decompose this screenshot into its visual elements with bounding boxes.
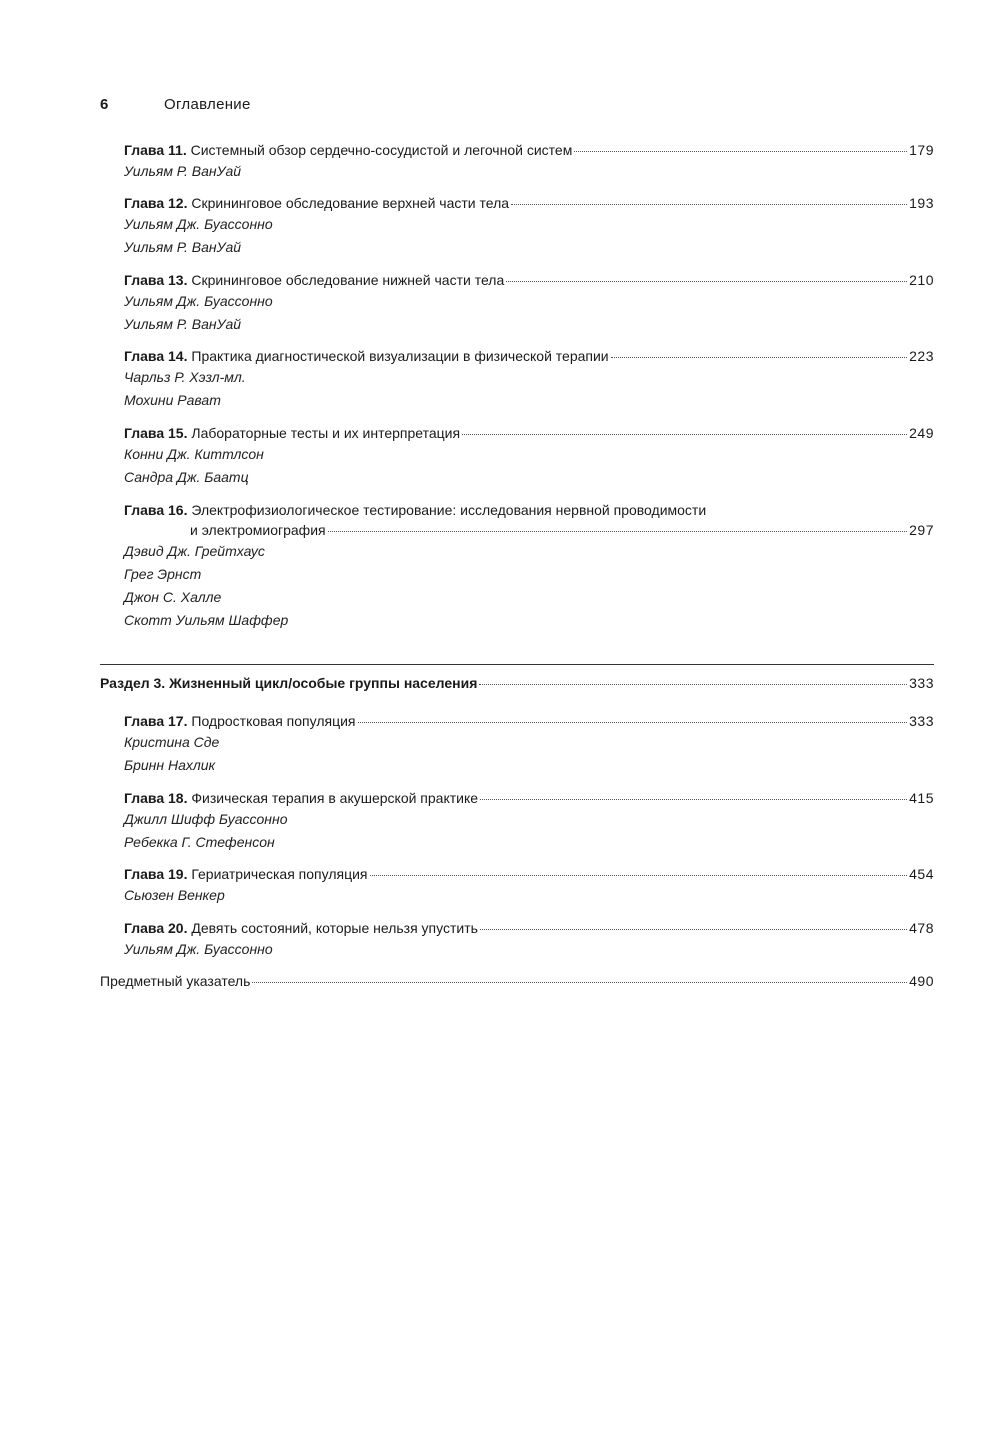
toc-chapter-16[interactable] [124, 500, 934, 632]
chapter-author: Уильям Дж. Буассонно [124, 293, 273, 309]
chapter-title: Скрининговое обследование нижней части тела [191, 272, 505, 288]
chapter-title: Лабораторные тесты и их интерпретация [191, 425, 461, 441]
chapter-title-continuation: и электромиография [190, 522, 326, 538]
chapter-page: 249 [909, 425, 934, 441]
chapter-title: Подростковая популяция [191, 713, 356, 729]
toc-entry-line[interactable] [124, 711, 934, 731]
dot-leader [511, 193, 907, 205]
toc-chapter-14[interactable] [124, 346, 934, 412]
chapter-title: Девять состояний, которые нельзя упустить [191, 920, 478, 936]
chapter-author: Грег Эрнст [124, 566, 202, 582]
toc-section-line[interactable] [100, 673, 934, 693]
chapter-page: 223 [909, 348, 934, 364]
chapter-title: Практика диагностической визуализации в физической терапии [191, 348, 609, 364]
toc-entry-line[interactable] [124, 864, 934, 884]
chapter-author: Джилл Шифф Буассонно [124, 811, 288, 827]
dot-leader [328, 520, 908, 532]
chapter-author: Кристина Сде [124, 734, 220, 750]
toc-chapter-18[interactable] [124, 788, 934, 854]
chapter-author: Уильям Дж. Буассонно [124, 216, 273, 232]
toc-entry-continuation[interactable] [124, 520, 934, 540]
chapter-number: Глава 17. [124, 713, 188, 729]
chapter-author: Бринн Нахлик [124, 757, 216, 773]
page-number: 6 [100, 96, 109, 113]
chapter-page: 210 [909, 272, 934, 288]
section-page: 333 [909, 675, 934, 691]
dot-leader [479, 673, 907, 685]
dot-leader [574, 140, 907, 152]
chapter-title: Физическая терапия в акушерской практике [191, 790, 479, 806]
toc-chapter-19[interactable] [124, 864, 934, 907]
toc-index-line[interactable] [100, 971, 934, 991]
toc-entry-line[interactable] [124, 346, 934, 366]
chapter-author: Дэвид Дж. Грейтхаус [124, 543, 265, 559]
chapter-title: Системный обзор сердечно-сосудистой и легочной систем [190, 142, 573, 158]
chapter-number: Глава 18. [124, 790, 188, 806]
chapter-author: Сандра Дж. Баатц [124, 469, 249, 485]
toc-chapter-17[interactable] [124, 711, 934, 777]
toc-section-3[interactable] [100, 673, 934, 693]
dot-leader [358, 711, 908, 723]
chapter-number: Глава 16. [124, 502, 188, 518]
chapter-page: 333 [909, 713, 934, 729]
chapter-page: 415 [909, 790, 934, 806]
chapter-author: Скотт Уильям Шаффер [124, 612, 289, 628]
chapter-author: Уильям Р. ВанУай [124, 316, 242, 332]
toc-chapter-11[interactable] [124, 140, 934, 183]
chapter-title: Гериатрическая популяция [191, 866, 368, 882]
index-page: 490 [909, 973, 934, 989]
chapter-page: 179 [909, 142, 934, 158]
chapter-author: Чарльз Р. Хэзл-мл. [124, 369, 246, 385]
chapter-title: Электрофизиологическое тестирование: исследования нервной проводимости [191, 502, 707, 518]
chapter-number: Глава 15. [124, 425, 188, 441]
chapter-author: Уильям Р. ВанУай [124, 163, 242, 179]
chapter-author: Мохини Рават [124, 392, 221, 408]
chapter-page: 193 [909, 195, 934, 211]
toc-entry-line[interactable] [124, 500, 934, 520]
chapter-number: Глава 19. [124, 866, 188, 882]
chapter-author: Сьюзен Венкер [124, 887, 225, 903]
toc-entry-line[interactable] [124, 423, 934, 443]
section-divider [100, 664, 934, 665]
toc-entry-line[interactable] [124, 193, 934, 213]
running-head [100, 96, 251, 113]
chapter-number: Глава 20. [124, 920, 188, 936]
chapter-page: 297 [909, 522, 934, 538]
chapter-author: Джон С. Халле [124, 589, 222, 605]
dot-leader [252, 971, 907, 983]
dot-leader [611, 346, 908, 358]
chapter-page: 478 [909, 920, 934, 936]
toc-entry-line[interactable] [124, 788, 934, 808]
dot-leader [370, 864, 908, 876]
toc-chapter-20[interactable] [124, 918, 934, 961]
toc-entry-line[interactable] [124, 270, 934, 290]
toc-entry-line[interactable] [124, 140, 934, 160]
chapter-page: 454 [909, 866, 934, 882]
toc-index[interactable] [100, 971, 934, 991]
toc-chapter-13[interactable] [124, 270, 934, 336]
chapter-author: Конни Дж. Киттлсон [124, 446, 264, 462]
running-title: Оглавление [164, 96, 251, 113]
dot-leader [480, 918, 907, 930]
chapter-author: Уильям Дж. Буассонно [124, 941, 273, 957]
toc-chapter-15[interactable] [124, 423, 934, 489]
chapter-number: Глава 12. [124, 195, 188, 211]
chapter-author: Уильям Р. ВанУай [124, 239, 242, 255]
chapter-number: Глава 11. [124, 142, 187, 158]
index-title: Предметный указатель [100, 973, 251, 989]
chapter-author: Ребекка Г. Стефенсон [124, 834, 275, 850]
chapter-number: Глава 14. [124, 348, 188, 364]
section-title: Раздел 3. Жизненный цикл/особые группы населения [100, 675, 478, 691]
chapter-title: Скрининговое обследование верхней части тела [191, 195, 510, 211]
toc-entry-line[interactable] [124, 918, 934, 938]
chapter-number: Глава 13. [124, 272, 188, 288]
toc-chapter-12[interactable] [124, 193, 934, 259]
dot-leader [506, 270, 907, 282]
dot-leader [480, 788, 907, 800]
dot-leader [462, 423, 907, 435]
